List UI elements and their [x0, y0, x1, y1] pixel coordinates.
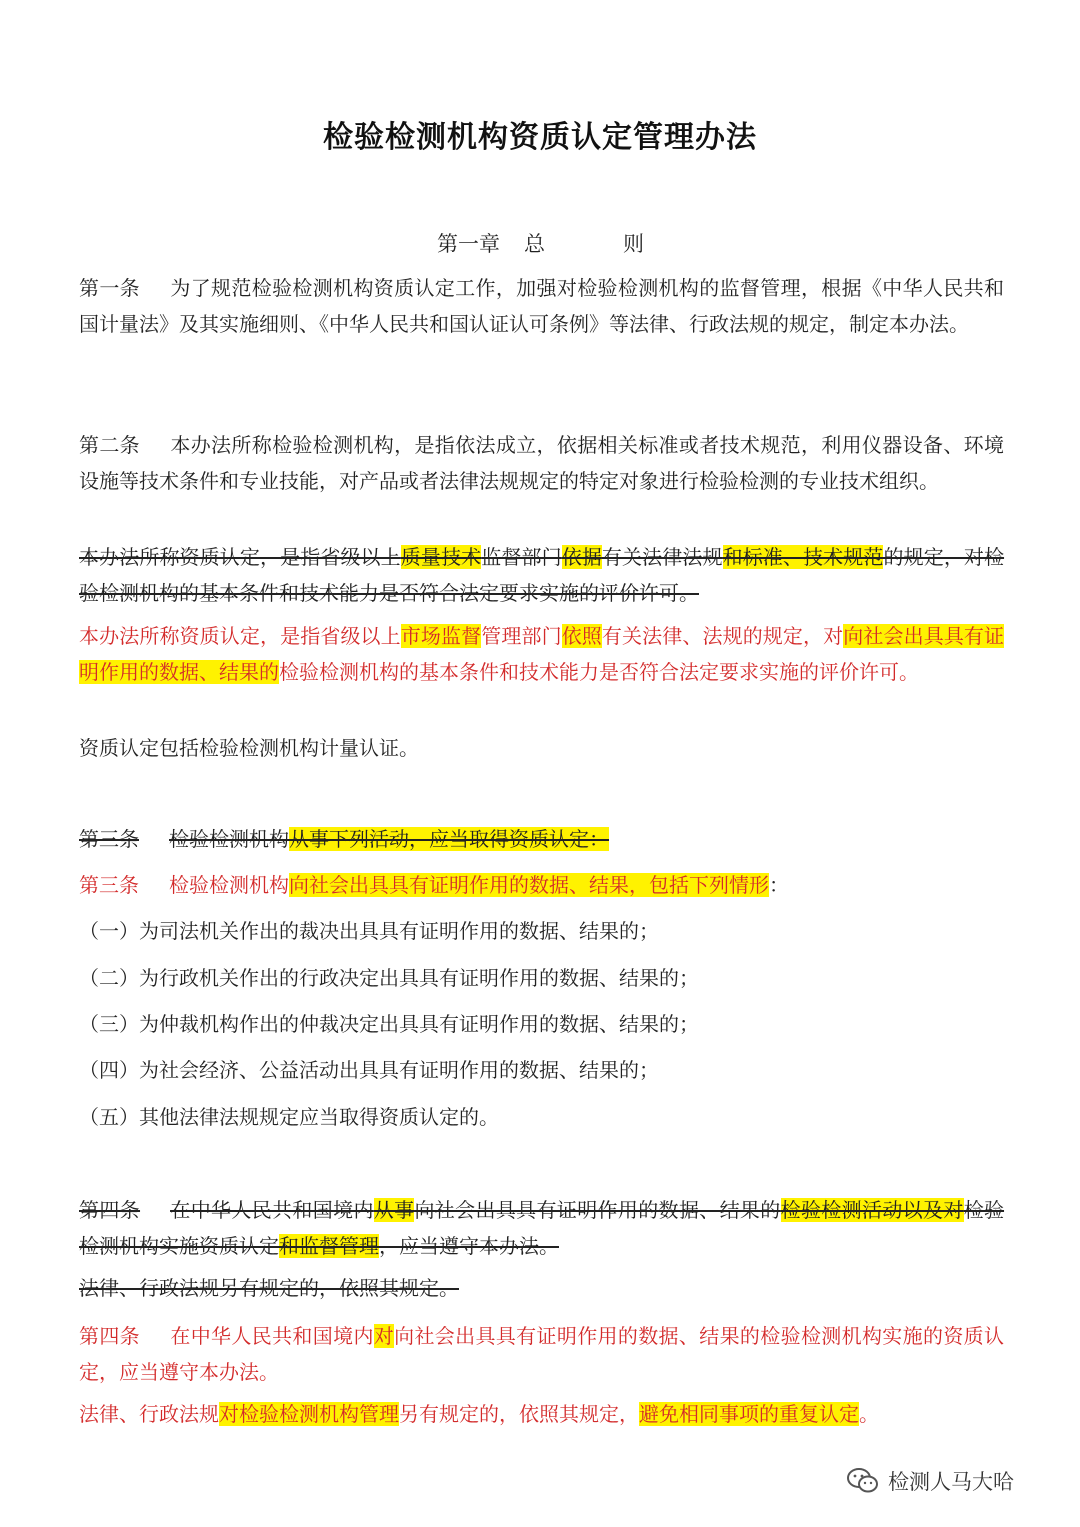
chapter-number: 第一章: [437, 232, 500, 256]
deleted-segment: 检验检测机构: [169, 827, 289, 851]
deleted-segment: ，应当遵守本办法。: [379, 1234, 559, 1258]
revised-segment: 另有规定的，依照其规定，: [399, 1402, 639, 1426]
deleted-segment: 监督部门: [481, 545, 562, 569]
article-4-old-label: 第四条: [79, 1198, 141, 1222]
chapter-name-first: 总: [524, 232, 545, 256]
article-3-new-label: 第三条: [79, 873, 139, 897]
article-2-extra: 资质认定包括检验检测机构计量认证。: [79, 736, 419, 760]
deleted-highlight: 检验检测活动以及对: [780, 1198, 964, 1222]
article-2-deleted-text: [79, 539, 1004, 611]
deleted-highlight: 和监督管理: [279, 1234, 379, 1258]
revised-highlight: 对: [373, 1324, 395, 1348]
deleted-segment: 向社会出具具有证明作用的数据、结果的: [414, 1198, 781, 1222]
article-1-label: 第一条: [79, 276, 141, 300]
deleted-segment: 检验检测机构实施资质认定: [79, 1198, 1005, 1258]
revised-segment: 在中华人民共和国境内: [170, 1324, 374, 1348]
revised-segment: 本办法所称资质认定，是指省级以上: [79, 624, 401, 648]
revised-segment: 。: [859, 1402, 879, 1426]
document-title: 检验检测机构资质认定管理办法: [323, 120, 757, 155]
deleted-highlight: 从事: [373, 1198, 415, 1222]
deleted-highlight: 和标准、技术规范: [722, 545, 884, 569]
deleted-highlight: 从事下列活动，应当取得资质认定：: [289, 827, 609, 851]
revised-segment: 检验检测机构: [169, 873, 289, 897]
list-item: （三）为仲裁机构作出的仲裁决定出具具有证明作用的数据、结果的；: [79, 1012, 699, 1036]
revised-segment: ：: [769, 873, 789, 897]
revised-segment: 有关法律、法规的规定，对: [601, 624, 844, 648]
article-2-revised-text: [79, 618, 1004, 690]
article-1: [79, 270, 1004, 342]
watermark-text: 检测人马大哈: [888, 1470, 1014, 1494]
article-4-revised-text: [79, 1318, 1004, 1390]
revised-highlight: 依照: [561, 624, 602, 648]
list-item: （四）为社会经济、公益活动出具具有证明作用的数据、结果的；: [79, 1058, 659, 1082]
list-item: （二）为行政机关作出的行政决定出具具有证明作用的数据、结果的；: [79, 966, 699, 990]
revised-highlight: 对检验检测机构管理: [219, 1402, 399, 1426]
deleted-segment: 本办法所称资质认定，是指省级以上: [79, 545, 401, 569]
article-4-new-label: 第四条: [79, 1324, 141, 1348]
deleted-segment: 在中华人民共和国境内: [170, 1198, 374, 1222]
article-4-revised-extra: [79, 1396, 1004, 1432]
article-4-deleted-text: [79, 1192, 1004, 1264]
article-2-label: 第二条: [79, 433, 141, 457]
deleted-highlight: 依据: [561, 545, 602, 569]
deleted-highlight: 质量技术: [400, 545, 482, 569]
article-2-text: 本办法所称检验检测机构，是指依法成立，依据相关标准或者技术规范，利用仪器设备、环境设施等技术条件和专业技能，对产品或者法律法规规定的特定对象进行检验检测的专业技术组织。: [79, 433, 1005, 493]
list-item: （一）为司法机关作出的裁决出具具有证明作用的数据、结果的；: [79, 919, 659, 943]
list-item: （五）其他法律法规规定应当取得资质认定的。: [79, 1105, 499, 1129]
wechat-icon: [846, 1466, 880, 1496]
watermark: [846, 1461, 1014, 1501]
revised-highlight: 避免相同事项的重复认定: [639, 1402, 859, 1426]
revised-highlight: 向社会出具具有证明作用的数据、结果的: [79, 624, 1005, 684]
chapter-name-second: 则: [623, 232, 644, 256]
revised-highlight: 市场监督: [400, 624, 482, 648]
article-3-revised-text: [79, 867, 1004, 903]
revised-segment: 管理部门: [481, 624, 562, 648]
deleted-segment: 的规定，对检验检测机构的基本条件和技术能力是否符合法定要求实施的评价许可。: [79, 545, 1005, 605]
revised-highlight: 向社会出具具有证明作用的数据、结果，包括下列情形: [289, 873, 769, 897]
article-3-deleted-text: [79, 821, 1004, 857]
revised-segment: 法律、行政法规: [79, 1402, 219, 1426]
chapter-heading: [0, 228, 1080, 258]
article-3-old-label: 第三条: [79, 827, 139, 851]
article-2: [79, 427, 1004, 499]
revised-segment: 检验检测机构的基本条件和技术能力是否符合法定要求实施的评价许可。: [279, 660, 919, 684]
revised-segment: 向社会出具具有证明作用的数据、结果的检验检测机构实施的资质认定，应当遵守本办法。: [79, 1324, 1005, 1384]
article-4-deleted-extra: 法律、行政法规另有规定的，依照其规定。: [79, 1276, 459, 1300]
deleted-segment: 有关法律法规: [601, 545, 723, 569]
article-1-text: 为了规范检验检测机构资质认定工作，加强对检验检测机构的监督管理，根据《中华人民共和国计量法》及其实施细则、《中华人民共和国认证认可条例》等法律、行政法规的规定，制定本办法。: [79, 276, 1005, 336]
